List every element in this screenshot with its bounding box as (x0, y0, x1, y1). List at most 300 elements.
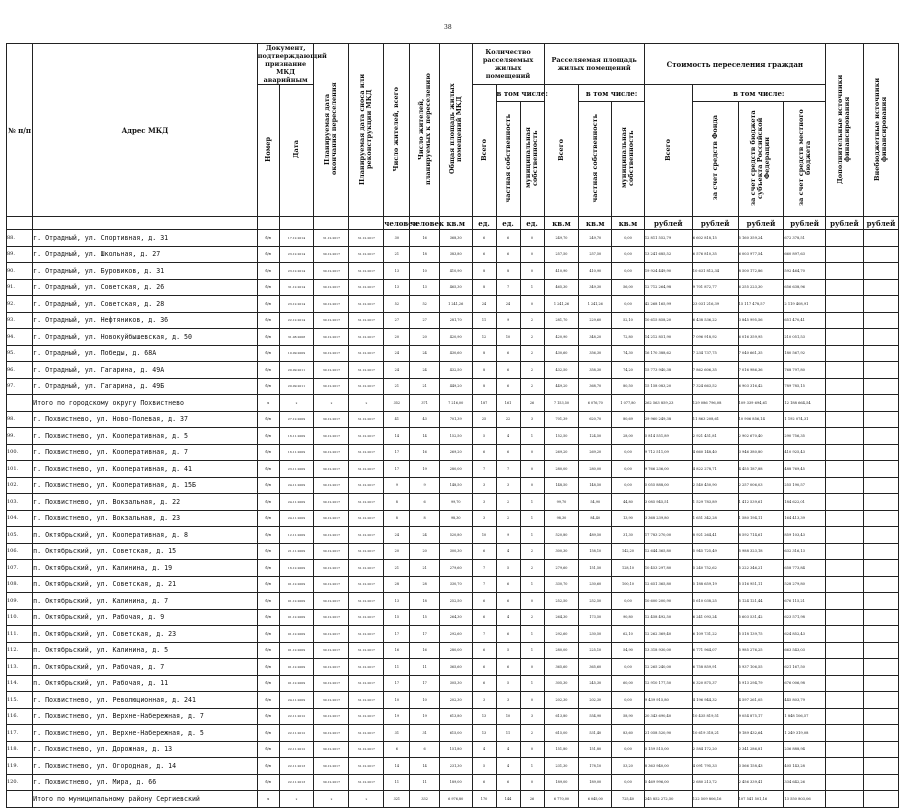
cell-a3: 90,80 (612, 609, 645, 626)
cell-c2: 6 320 875,37 (692, 675, 738, 692)
cell-area: 368,30 (439, 230, 472, 247)
cell-u1: 24 (472, 296, 496, 313)
cell-c6 (863, 758, 898, 775)
cell-a1: 292,60 (544, 626, 579, 643)
cell-r1: 15 (384, 609, 410, 626)
cell-c4: 164 413,39 (784, 510, 825, 527)
cell-u1: 11 (472, 312, 496, 329)
cell-c1: 10 615 858,20 (644, 312, 692, 329)
cell-u2: 6 (496, 774, 520, 791)
cell-c2: 11 863 208,61 (692, 411, 738, 428)
unit-cell: рублей (825, 217, 863, 230)
cell-d3: 31.12.2017 (349, 461, 384, 478)
cell-c5 (825, 362, 863, 379)
cell-c6 (863, 246, 898, 263)
cell-addr: г. Отрадный, ул. Буровиков, д. 31 (33, 263, 258, 280)
cell-c1: 10 600 200,90 (644, 593, 692, 610)
cell-addr: Итого по городскому округу Похвистнево (33, 395, 258, 412)
cell-u2: 10 (496, 329, 520, 346)
cell-r2: 24 (410, 345, 439, 362)
cell-addr: г. Похвистнево, ул. Вокзальная, д. 23 (33, 510, 258, 527)
cell-r2: 24 (410, 527, 439, 544)
cell-doc: б/н (257, 279, 279, 296)
cell-doc: б/н (257, 362, 279, 379)
cell-doc: б/н (257, 312, 279, 329)
cell-area: 420,90 (439, 329, 472, 346)
cell-c1: 12 910 177,50 (644, 675, 692, 692)
cell-c1: 20 343 690,40 (644, 708, 692, 725)
cell-u2: 4 (496, 741, 520, 758)
cell-c2: 9 701 872,77 (692, 279, 738, 296)
cell-u2: 6 (496, 345, 520, 362)
cell-n: 110. (7, 609, 33, 626)
cell-a1: 280,00 (544, 642, 579, 659)
cell-c1: 12 712 264,98 (644, 279, 692, 296)
cell-u3: 0 (520, 230, 544, 247)
cell-c4: 789 785,15 (784, 378, 825, 395)
cell-r1: 30 (384, 230, 410, 247)
cell-n: 120. (7, 774, 33, 791)
cell-c6 (863, 296, 898, 313)
table-row (7, 741, 899, 758)
cell-u3: 2 (520, 543, 544, 560)
cell-c5 (825, 477, 863, 494)
cell-c2: 10 631 812,34 (692, 263, 738, 280)
cell-d2: 30.12.2017 (314, 246, 349, 263)
cell-u2: 4 (496, 543, 520, 560)
cell-area: 465,30 (439, 279, 472, 296)
cell-area: 98,30 (439, 510, 472, 527)
cell-a2: 554,90 (579, 708, 612, 725)
cell-r2: 6 (410, 741, 439, 758)
table-row (7, 279, 899, 296)
cell-c6 (863, 345, 898, 362)
cell-n: 109. (7, 593, 33, 610)
unit-cell: кв.м (612, 217, 645, 230)
cell-c2: 8 921 264,41 (692, 527, 738, 544)
cell-u1: 13 (472, 708, 496, 725)
cell-a3: 83,60 (612, 725, 645, 742)
cell-a2: 356,30 (579, 345, 612, 362)
cell-a2: 349,30 (579, 279, 612, 296)
table-row (7, 725, 899, 742)
cell-c4: 651 470,41 (784, 312, 825, 329)
cell-d1: 23.11.2009 (279, 461, 314, 478)
cell-doc: б/н (257, 725, 279, 742)
cell-u2: 7 (496, 461, 520, 478)
cell-d2: 30.12.2017 (314, 444, 349, 461)
cell-c5 (825, 659, 863, 676)
cell-d1: 27.12.2009 (279, 411, 314, 428)
cell-a3: 0,00 (612, 246, 645, 263)
cell-r2: 9 (410, 477, 439, 494)
unit-cell: ед. (520, 217, 544, 230)
cell-c2: 4 660 148,40 (692, 444, 738, 461)
cell-a3: 62,10 (612, 626, 645, 643)
cell-addr: п. Октябрьский, ул. Рабочая, д. 9 (33, 609, 258, 626)
cell-c4: 184 622,01 (784, 494, 825, 511)
cell-u2: 3 (496, 477, 520, 494)
cell-c1: 8 363 940,00 (644, 758, 692, 775)
cell-d3: 31.12.2017 (349, 329, 384, 346)
cell-a2: 280,00 (579, 461, 612, 478)
cell-area: 281,70 (439, 312, 472, 329)
cell-u3: 0 (520, 444, 544, 461)
cell-r2: 21 (410, 378, 439, 395)
cell-d3: 31.12.2017 (349, 692, 384, 709)
cell-doc: б/н (257, 461, 279, 478)
cell-r2: 371 (410, 395, 439, 412)
cell-u1: 6 (472, 642, 496, 659)
cell-c2: 4 196 944,32 (692, 692, 738, 709)
cell-r1: 41 (384, 411, 410, 428)
cell-a2: 249,70 (579, 230, 612, 247)
cell-r1: 28 (384, 576, 410, 593)
cell-c5 (825, 725, 863, 742)
cell-r1: 11 (384, 659, 410, 676)
cell-addr: г. Похвистнево, ул. Кооперативная, д. 5 (33, 428, 258, 445)
cell-a3: 0,00 (612, 296, 645, 313)
cell-addr: Итого по муниципальному району Сергиевский (33, 791, 258, 808)
cell-doc: б/н (257, 345, 279, 362)
cell-c6 (863, 263, 898, 280)
cell-d3: 31.12.2017 (349, 345, 384, 362)
cell-c4: 405 143,28 (784, 758, 825, 775)
col-subject-budget-header: за счет средств бюджета субъекта Российской Федерации (738, 102, 784, 217)
cell-d1: 24.11.2009 (279, 494, 314, 511)
cell-a1: 281,70 (544, 312, 579, 329)
cell-n: 97. (7, 378, 33, 395)
cell-u1: 7 (472, 626, 496, 643)
cell-u3: 0 (520, 774, 544, 791)
cell-u2: 6 (496, 246, 520, 263)
cell-c1: 19 924 449,90 (644, 263, 692, 280)
cell-c5 (825, 609, 863, 626)
cell-c5 (825, 444, 863, 461)
table-row (7, 593, 899, 610)
cell-doc: б/н (257, 774, 279, 791)
cell-n: 113. (7, 659, 33, 676)
cell-addr: г. Отрадный, ул. Советская, д. 28 (33, 296, 258, 313)
cell-u2: 7 (496, 279, 520, 296)
cell-c4: 1 249 319,08 (784, 725, 825, 742)
table-row (7, 626, 899, 643)
cell-d2: 30.12.2017 (314, 642, 349, 659)
page-number: 38 (444, 24, 452, 31)
cell-u1: 8 (472, 378, 496, 395)
cell-addr: г. Похвистнево, ул. Кооперативная, д. 15Б (33, 477, 258, 494)
unit-cell: ед. (472, 217, 496, 230)
cell-c2: 6 602 818,15 (692, 230, 738, 247)
cell-u2: 2 (496, 494, 520, 511)
table-row (7, 296, 899, 313)
cell-a1: 6 770,00 (544, 791, 579, 808)
col-extrabudget-header: Внебюджетные источники финансирования (863, 44, 898, 217)
cell-d2: 30.12.2017 (314, 774, 349, 791)
cell-c1: 14 212 851,90 (644, 329, 692, 346)
cell-u2: 6 (496, 659, 520, 676)
cell-c5 (825, 576, 863, 593)
col-area-total-header: Всего (544, 85, 579, 217)
cell-c1: 15 773 940,38 (644, 362, 692, 379)
cell-addr: п. Октябрьский, ул. Советская, д. 15 (33, 543, 258, 560)
cell-n: 89. (7, 246, 33, 263)
cell-c4: 180 567,92 (784, 345, 825, 362)
cell-u3: 0 (520, 263, 544, 280)
cell-addr: г. Похвистнево, ул. Дорожная, д. 13 (33, 741, 258, 758)
cell-d1: 01.12.2009 (279, 576, 314, 593)
cell-c6 (863, 708, 898, 725)
cell-d2: 30.12.2017 (314, 477, 349, 494)
cell-r1: 8 (384, 494, 410, 511)
cell-n: 117. (7, 725, 33, 742)
cell-u1: 6 (472, 659, 496, 676)
cell-u3: 1 (520, 527, 544, 544)
cell-d3: 31.12.2017 (349, 609, 384, 626)
cell-d3: 31.12.2017 (349, 758, 384, 775)
cell-c5 (825, 230, 863, 247)
cell-a2: 151,80 (579, 741, 612, 758)
cell-c1: 5 159 515,00 (644, 741, 692, 758)
cell-u3: 1 (520, 279, 544, 296)
table-row (7, 642, 899, 659)
cell-a1: 151,80 (544, 741, 579, 758)
cell-a3: 0,00 (612, 659, 645, 676)
cell-c1: 12 265 240,00 (644, 659, 692, 676)
cell-c5 (825, 246, 863, 263)
cell-d2: 30.12.2017 (314, 626, 349, 643)
cell-c6 (863, 593, 898, 610)
cell-a3: 31,30 (612, 527, 645, 544)
cell-doc: б/н (257, 527, 279, 544)
col-local-budget-header: за счет средств местного бюджета (784, 102, 825, 217)
cell-d3: 31.12.2017 (349, 444, 384, 461)
cell-doc: б/н (257, 494, 279, 511)
table-row (7, 345, 899, 362)
cell-a3: 100,10 (612, 576, 645, 593)
cell-c5 (825, 758, 863, 775)
cell-u1: 6 (472, 774, 496, 791)
cell-area: 365,60 (439, 659, 472, 676)
cell-addr: п. Октябрьский, ул. Калинина, д. 5 (33, 642, 258, 659)
cell-a2: 230,60 (579, 576, 612, 593)
cell-u3: 1 (520, 576, 544, 593)
cell-u2: 144 (496, 791, 520, 808)
cell-doc: б/н (257, 246, 279, 263)
cell-r2: 19 (410, 708, 439, 725)
cell-doc: б/н (257, 263, 279, 280)
cell-u2: 4 (496, 758, 520, 775)
cell-c5 (825, 527, 863, 544)
col-rooms-group-header: Количество расселяемых жилых помещений (472, 44, 544, 85)
cell-area: 189,00 (439, 774, 472, 791)
cell-c1: 21 058 520,90 (644, 725, 692, 742)
table-row (7, 560, 899, 577)
col-doc-date-header: Дата (279, 85, 314, 217)
col-residents-planned-header: Число жителей, планируемых к переселению (410, 44, 439, 217)
col-rooms-total-header: Всего (472, 85, 496, 217)
cell-a3: 56,00 (612, 279, 645, 296)
cell-d2: 30.12.2017 (314, 428, 349, 445)
cell-area: 269,20 (439, 444, 472, 461)
cell-c5 (825, 345, 863, 362)
cell-u3: 1 (520, 510, 544, 527)
cell-d1: 16.11.2009 (279, 444, 314, 461)
cell-addr: г. Отрадный, ул. Спортивная, д. 31 (33, 230, 258, 247)
cell-a1: 7 153,50 (544, 395, 579, 412)
cell-a1: 231,30 (544, 758, 579, 775)
cell-c6 (863, 692, 898, 709)
cell-c6 (863, 626, 898, 643)
cell-u1: 6 (472, 246, 496, 263)
cell-a3: 80,50 (612, 378, 645, 395)
cell-a1: 1 241,26 (544, 296, 579, 313)
cell-r1: 27 (384, 312, 410, 329)
cell-u3: 1 (520, 758, 544, 775)
table-row (7, 510, 899, 527)
cell-n: 93. (7, 312, 33, 329)
table-row (7, 543, 899, 560)
cell-d2: 30.12.2017 (314, 378, 349, 395)
cell-c6 (863, 461, 898, 478)
cell-c6 (863, 230, 898, 247)
cell-u3: 2 (520, 378, 544, 395)
cell-a3: 0,00 (612, 774, 645, 791)
table-row (7, 659, 899, 676)
cell-addr: г. Похвистнево, ул. Верхне-Набережная, д. 7 (33, 708, 258, 725)
cell-c1: 5 814 551,89 (644, 428, 692, 445)
unit-cell: кв.м (439, 217, 472, 230)
cell-c3: 5 988 323,18 (738, 543, 784, 560)
cell-d3: 31.12.2017 (349, 428, 384, 445)
cell-u3: 0 (520, 477, 544, 494)
cell-a1: 249,70 (544, 230, 579, 247)
cell-a3: 13,90 (612, 510, 645, 527)
cell-r2: 18 (410, 246, 439, 263)
cell-c2: 7 862 606,35 (692, 362, 738, 379)
cell-c4: 624 852,43 (784, 626, 825, 643)
cell-n (7, 395, 33, 412)
table-row (7, 362, 899, 379)
cell-addr: г. Отрадный, ул. Нефтяников, д. 36 (33, 312, 258, 329)
cell-c2: 5 240 752,62 (692, 560, 738, 577)
cell-a3: 72,80 (612, 329, 645, 346)
cell-addr: г. Похвистнево, ул. Верхне-Набережная, д. 5 (33, 725, 258, 742)
cell-u3: 26 (520, 791, 544, 808)
cell-a2: 489,50 (579, 527, 612, 544)
cell-u3: 1 (520, 626, 544, 643)
cell-doc: б/н (257, 609, 279, 626)
cell-addr: п. Октябрьский, ул. Рабочая, д. 11 (33, 675, 258, 692)
cell-c2: 5 610 038,25 (692, 593, 738, 610)
table-row (7, 461, 899, 478)
cell-u1: 6 (472, 230, 496, 247)
cell-c2: 1 651 342,28 (692, 510, 738, 527)
cell-a1: 701,39 (544, 411, 579, 428)
cell-c5 (825, 378, 863, 395)
cell-area: 1 241,26 (439, 296, 472, 313)
cell-doc: б/н (257, 741, 279, 758)
cell-n: 92. (7, 296, 33, 313)
cell-a1: 279,60 (544, 560, 579, 577)
cell-c2: 7 234 737,75 (692, 345, 738, 362)
table-row (7, 246, 899, 263)
cell-u1: 8 (472, 263, 496, 280)
cell-d2: 30.12.2017 (314, 345, 349, 362)
cell-a1: 410,90 (544, 263, 579, 280)
cell-r2: 8 (410, 510, 439, 527)
table-row (7, 411, 899, 428)
cell-c4: 623 571,98 (784, 609, 825, 626)
cell-a1: 252,50 (544, 593, 579, 610)
cell-c4: 236 888,94 (784, 741, 825, 758)
cell-area: 383,80 (439, 246, 472, 263)
cell-c3: 107 541 501,16 (738, 791, 784, 808)
cell-area: 430,60 (439, 345, 472, 362)
cell-d1: x (279, 395, 314, 412)
cell-addr: г. Отрадный, ул. Гагарина, д. 49А (33, 362, 258, 379)
cell-r2: 13 (410, 279, 439, 296)
cell-d1: 01.12.2009 (279, 626, 314, 643)
cell-c2: 1 529 783,89 (692, 494, 738, 511)
cell-a3: 0,00 (612, 477, 645, 494)
cell-r1: 19 (384, 708, 410, 725)
cell-c3: 4 455 187,88 (738, 461, 784, 478)
cell-c4: 1 848 106,57 (784, 708, 825, 725)
cell-a1: 202,30 (544, 692, 579, 709)
cell-d1: 24.11.2009 (279, 692, 314, 709)
cell-d3: x (349, 395, 384, 412)
cell-r2: 14 (410, 428, 439, 445)
cell-c1: 12 458 492,50 (644, 609, 692, 626)
cell-c1: 3 368 239,80 (644, 510, 692, 527)
cell-u1: 5 (472, 428, 496, 445)
cell-d1: 23.12.2014 (279, 246, 314, 263)
cell-c2: 6 438 536,22 (692, 312, 738, 329)
cell-c5 (825, 774, 863, 791)
cell-d1: 16.11.2009 (279, 428, 314, 445)
cell-a2: 54,90 (579, 494, 612, 511)
cell-u2: 5 (496, 675, 520, 692)
table-row (7, 263, 899, 280)
cell-d3: 31.12.2017 (349, 593, 384, 610)
table-header (7, 44, 899, 230)
cell-c4: 660 897,63 (784, 246, 825, 263)
col-document-header: Документ, подтверждающий признание МКД аварийным (257, 44, 327, 84)
cell-c5 (825, 510, 863, 527)
cell-d1: 31.12.2014 (279, 279, 314, 296)
col-area-private-header: частная собственность (579, 102, 612, 217)
cell-a2: 124,50 (579, 428, 612, 445)
cell-d1: x (279, 791, 314, 808)
cell-n (7, 791, 33, 808)
cell-c1: 9 439 915,80 (644, 692, 692, 709)
cell-c4: 676 006,98 (784, 675, 825, 692)
cell-c2: 2 921 451,81 (692, 428, 738, 445)
cell-n: 90. (7, 263, 33, 280)
cell-a2: 252,50 (579, 593, 612, 610)
cell-r2: 20 (410, 329, 439, 346)
cell-c2: 23 031 216,39 (692, 296, 738, 313)
cell-r2: 10 (410, 692, 439, 709)
cell-r2: 16 (410, 444, 439, 461)
cell-u3: 0 (520, 692, 544, 709)
cell-r1: 13 (384, 279, 410, 296)
cell-a2: 202,30 (579, 692, 612, 709)
col-area-incl-header: в том числе: (579, 85, 644, 102)
cell-u2: 6 (496, 230, 520, 247)
cell-u1: 6 (472, 675, 496, 692)
